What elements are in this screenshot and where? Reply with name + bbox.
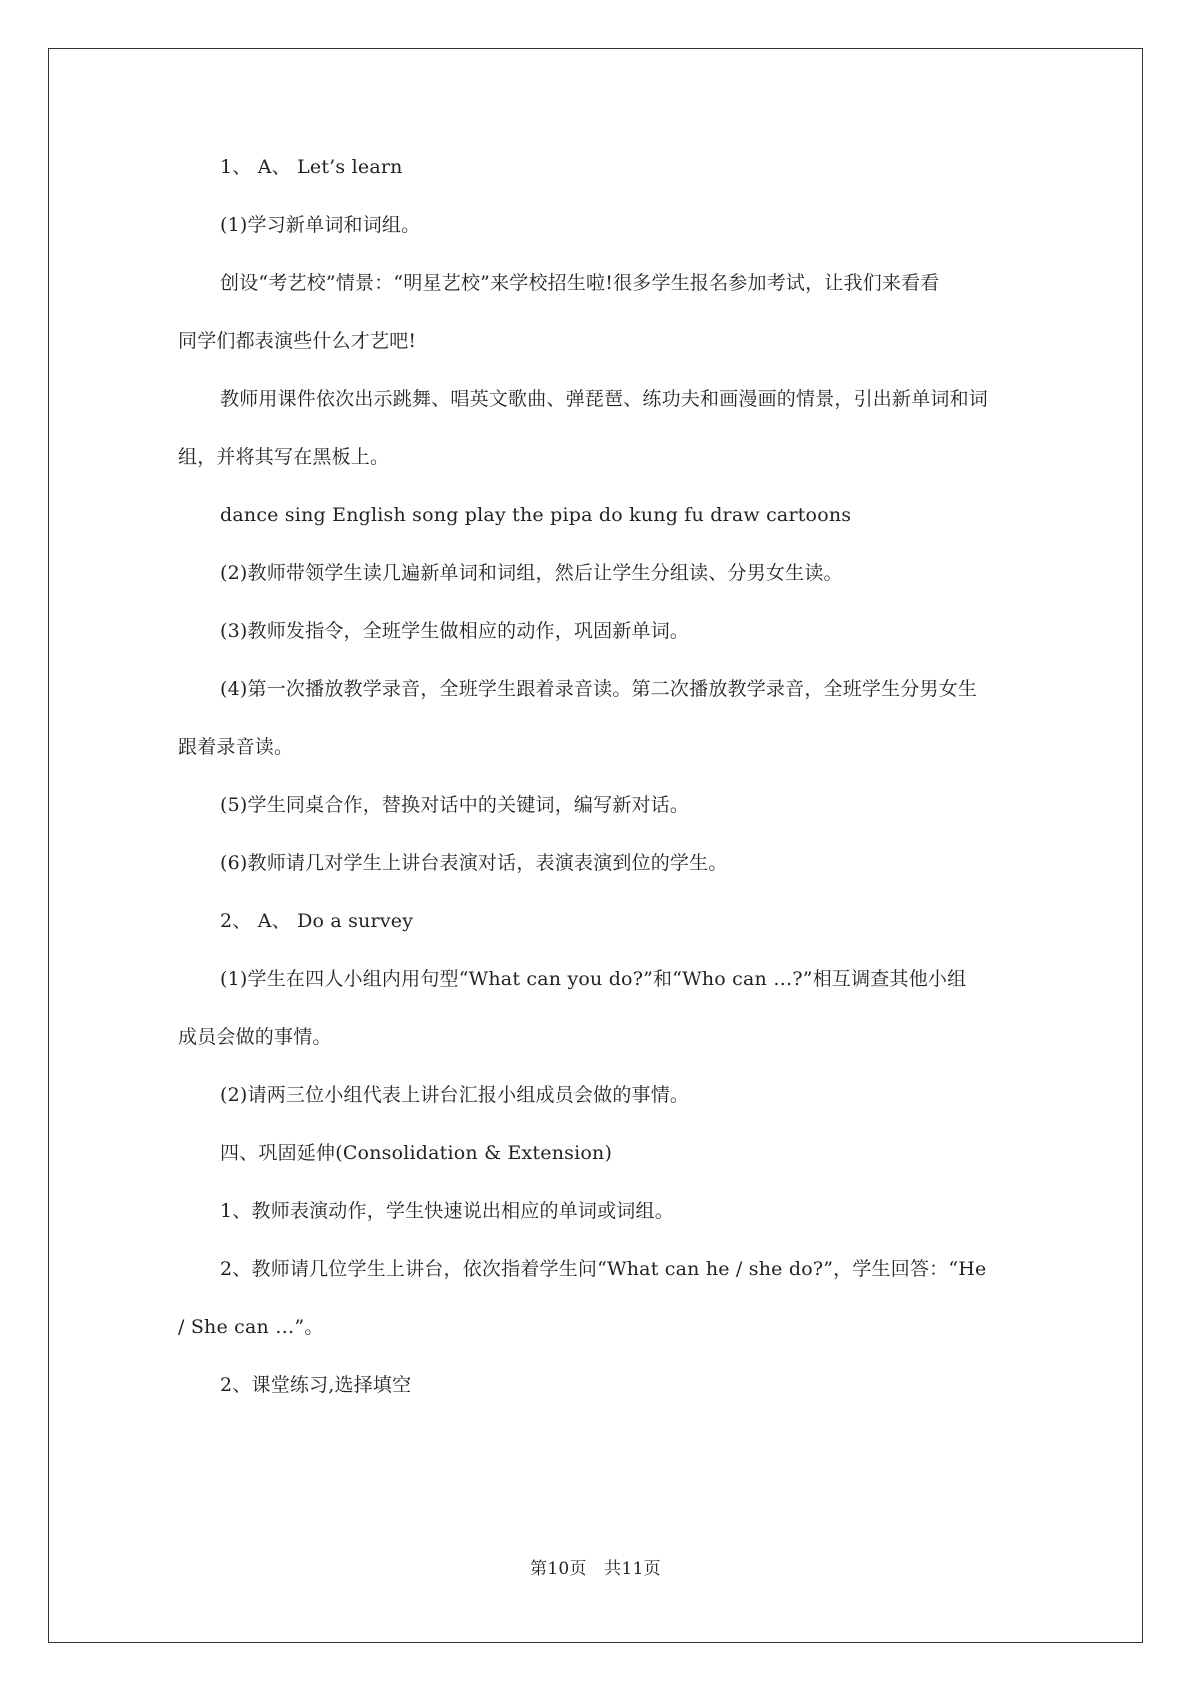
- paragraph: (3)教师发指令，全班学生做相应的动作，巩固新单词。: [220, 620, 690, 642]
- paragraph: 教师用课件依次出示跳舞、唱英文歌曲、弹琵琶、练功夫和画漫画的情景，引出新单词和词: [220, 388, 989, 410]
- paragraph: (6)教师请几对学生上讲台表演对话，表演表演到位的学生。: [220, 852, 728, 874]
- paragraph: (2)请两三位小组代表上讲台汇报小组成员会做的事情。: [220, 1084, 690, 1106]
- paragraph-continuation: 跟着录音读。: [178, 736, 294, 758]
- paragraph-continuation: 组，并将其写在黑板上。: [178, 446, 390, 468]
- paragraph-continuation: 成员会做的事情。: [178, 1026, 332, 1048]
- paragraph-continuation: 同学们都表演些什么才艺吧!: [178, 330, 417, 352]
- paragraph: (1)学生在四人小组内用句型“What can you do?”和“Who can …?”相互调查其他小组: [220, 968, 967, 990]
- paragraph: 创设“考艺校”情景：“明星艺校”来学校招生啦!很多学生报名参加考试，让我们来看看: [220, 272, 940, 294]
- paragraph: (2)教师带领学生读几遍新单词和词组，然后让学生分组读、分男女生读。: [220, 562, 843, 584]
- paragraph: (4)第一次播放教学录音，全班学生跟着录音读。第二次播放教学录音，全班学生分男女生: [220, 678, 978, 700]
- paragraph: 2、教师请几位学生上讲台，依次指着学生问“What can he / she do?”，学生回答：“He: [220, 1258, 987, 1280]
- vocabulary-list: dance sing English song play the pipa do kung fu draw cartoons: [220, 504, 852, 526]
- paragraph-continuation: / She can …”。: [178, 1316, 324, 1338]
- paragraph: (1)学习新单词和词组。: [220, 214, 421, 236]
- section-heading-consolidation: 四、巩固延伸(Consolidation & Extension): [220, 1142, 613, 1164]
- paragraph: 1、教师表演动作，学生快速说出相应的单词或词组。: [220, 1200, 674, 1222]
- page-number-footer: 第10页 共11页: [530, 1559, 661, 1579]
- paragraph: 2、课堂练习,选择填空: [220, 1374, 412, 1396]
- paragraph: (5)学生同桌合作，替换对话中的关键词，编写新对话。: [220, 794, 690, 816]
- section-heading-lets-learn: 1、 A、 Let’s learn: [220, 156, 403, 178]
- section-heading-do-a-survey: 2、 A、 Do a survey: [220, 910, 414, 932]
